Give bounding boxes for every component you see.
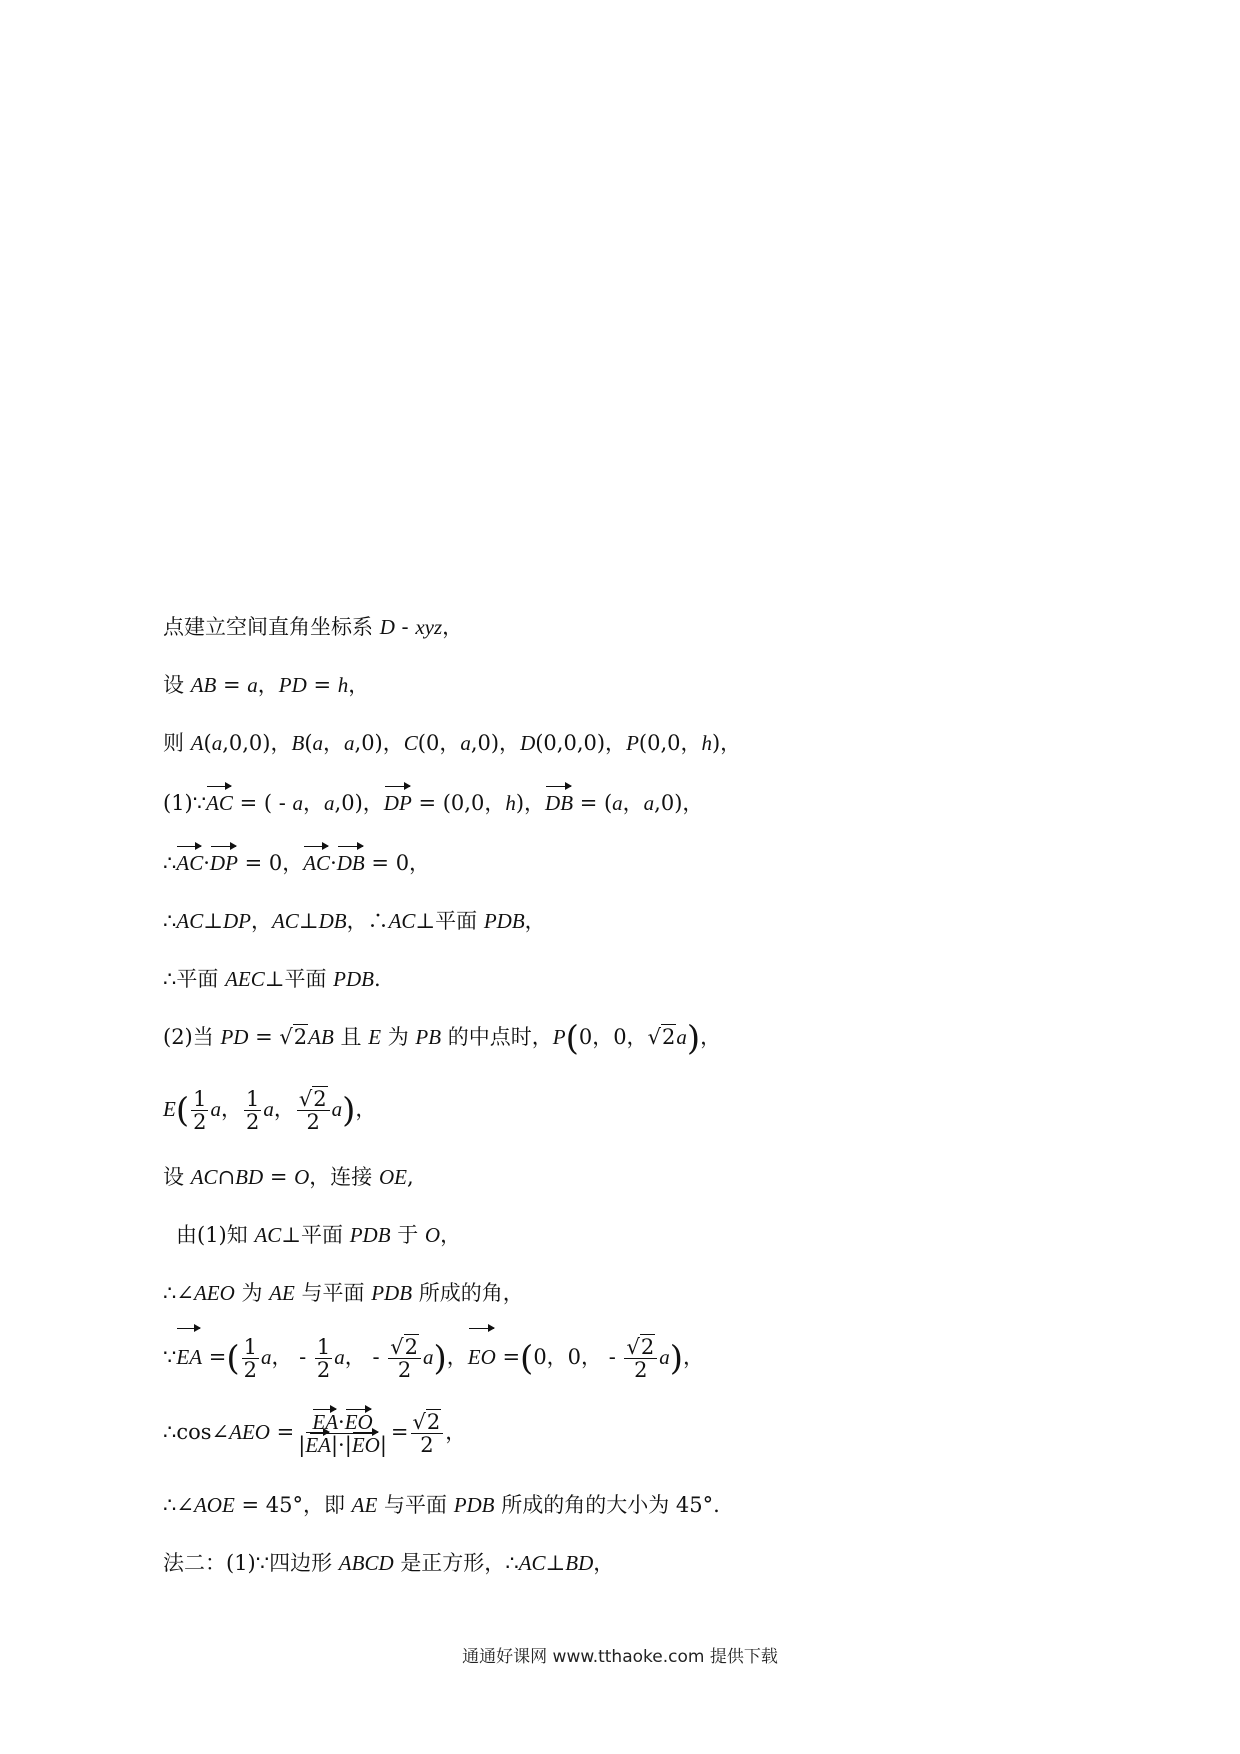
line-1: 点建立空间直角坐标系 D - xyz，	[163, 615, 464, 639]
line-6: ∴AC⊥DP，AC⊥DB，∴AC⊥平面 PDB，	[163, 909, 546, 933]
line-4: (1)∵AC = ( - a，a,0)，DP = (0,0，h)，DB = (a，a,0)，	[163, 788, 703, 818]
line-3: 则 A(a,0,0)，B(a，a,0)，C(0，a,0)，D(0,0,0)，P(0,0，h)，	[163, 731, 742, 755]
line-14: ∴cos∠AEO = $\frac{EA\cdot EO}{|EA|\cdot|EO|}$ = $\frac{√2}{2}$ ，	[163, 1410, 467, 1457]
line-13: ∵EA =( $\frac{1}{2}$ a， - $\frac{1}{2}$ a， - $\frac{√2}{2}$ a)，EO =(0，0， - $\frac{√2}{2}$ a)，	[163, 1330, 704, 1386]
line-15: ∴∠AOE = 45°，即 AE 与平面 PDB 所成的角的大小为 45°.	[163, 1493, 720, 1517]
page-footer: 通通好课网 www.tthaoke.com 提供下载	[462, 1647, 778, 1667]
line-16: 法二：(1)∵四边形 ABCD 是正方形，∴AC⊥BD，	[163, 1551, 615, 1575]
line-9: E( $\frac{1}{2}$ a， $\frac{1}{2}$ a， $\frac{√2}{2}$ a)，	[163, 1087, 377, 1134]
line-2: 设 AB = a，PD = h，	[163, 673, 370, 697]
line-7: ∴平面 AEC⊥平面 PDB.	[163, 967, 381, 991]
line-12: ∴∠AEO 为 AE 与平面 PDB 所成的角，	[163, 1281, 524, 1305]
line-5: ∴AC·DP = 0，AC·DB = 0，	[163, 848, 430, 878]
line-11: 由(1)知 AC⊥平面 PDB 于 O，	[176, 1223, 462, 1247]
line-10: 设 AC∩BD = O，连接 OE,	[163, 1165, 414, 1189]
line-8: (2)当 PD = √2AB 且 E 为 PB 的中点时，P(0，0，√2a)，	[163, 1018, 722, 1059]
